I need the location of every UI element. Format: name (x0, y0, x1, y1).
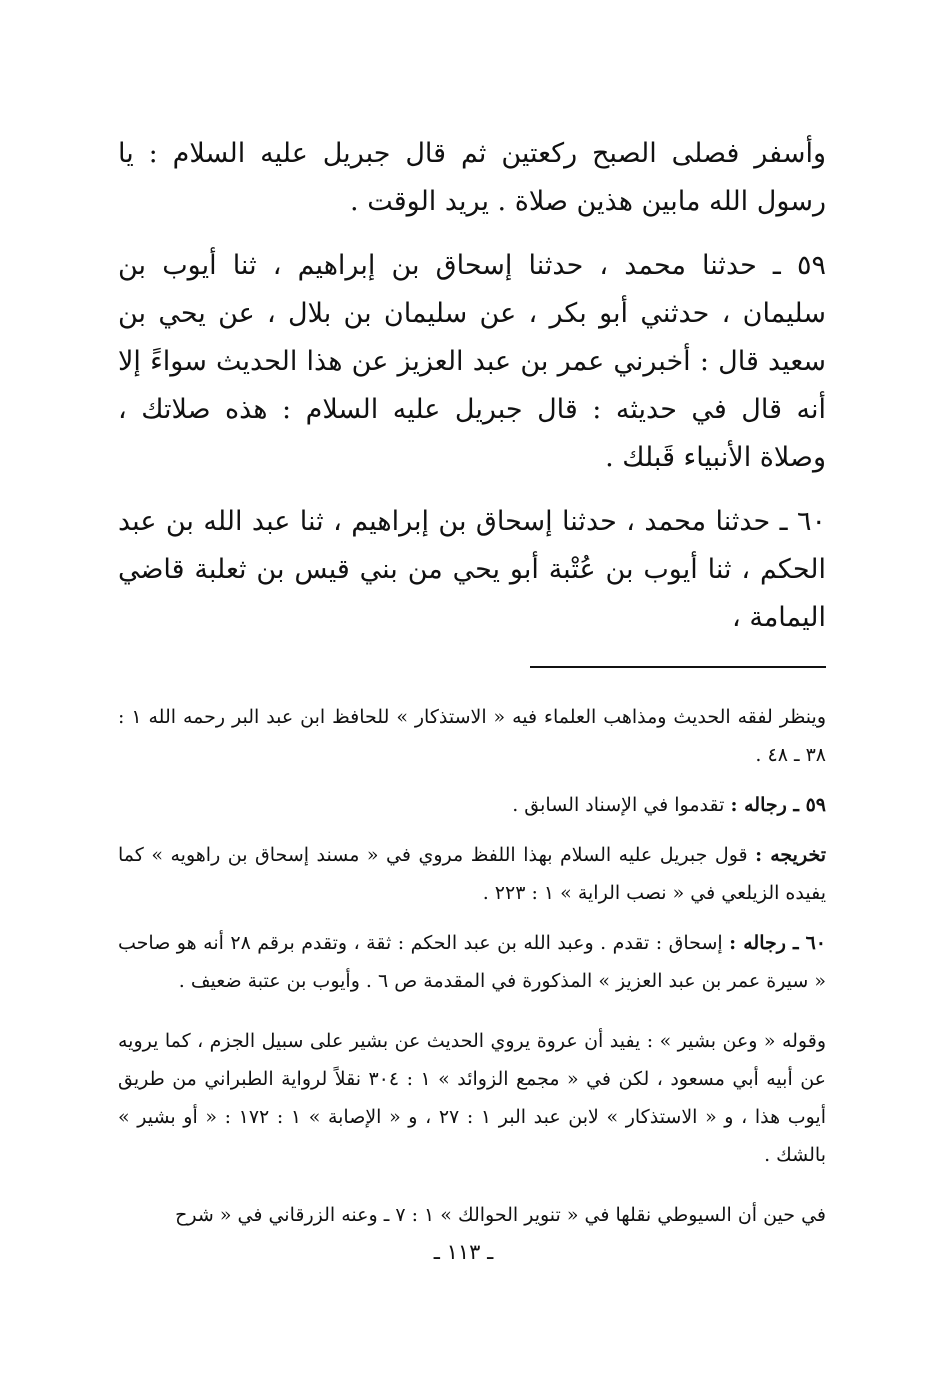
footnote-60-label: ٦٠ ـ رجاله : (729, 932, 827, 954)
footnote-bashir: وقوله « وعن بشير » : يفيد أن عروة يروي الحديث عن بشير على سبيل الجزم ، كما يرويه عن أبيه أبي مسعود ، لكن في « مجمع الزوائد » ١ : ٣٠٤ نقلاً لرواية الطبراني من طريق أيوب هذا ، و « الاستذكار » لابن عبد البر ١ : ٢٧ ، و « الإصابة » ١ : ١٧٢ : « أو بشير » بالشك . (118, 1030, 827, 1166)
footnote-1: وينظر لفقه الحديث ومذاهب العلماء فيه « الاستذكار » للحافظ ابن عبد البر رحمه الله ١ : ٣٨ ـ ٤٨ . (118, 706, 826, 766)
main-text (118, 130, 826, 642)
footnotes (118, 698, 826, 1234)
main-paragraph-1: وأسفر فصلى الصبح ركعتين ثم قال جبريل عليه السلام : يا رسول الله مابين هذين صلاة . يريد الوقت . (118, 138, 826, 217)
page-body (118, 130, 826, 1280)
page-number: ـ ١١٣ ـ (433, 1240, 494, 1264)
footnote-separator (530, 666, 826, 668)
footnote-60-text: إسحاق : تقدم . وعبد الله بن عبد الحكم : ثقة ، وتقدم برقم ٢٨ أنه هو صاحب « سيرة عمر بن عبد العزيز » المذكورة في المقدمة ص ٦ . وأيوب بن عتبة ضعيف . (118, 932, 826, 992)
footnote-59-text: تقدموا في الإسناد السابق . (512, 794, 731, 816)
footnote-59-label: ٥٩ ـ رجاله : (730, 794, 826, 816)
footnote-takhrij-label: تخريجه : (755, 844, 826, 866)
footnote-takhrij (118, 836, 826, 912)
main-paragraph-hadith-59: ٥٩ ـ حدثنا محمد ، حدثنا إسحاق بن إبراهيم ، ثنا أيوب بن سليمان ، حدثني أبو بكر ، عن سليمان بن بلال ، عن يحي بن سعيد قال : أخبرني عمر بن عبد العزيز عن هذا الحديث سواءً إلا أنه قال في حديثه : قال جبريل عليه السلام : هذه صلاتك ، وصلاة الأنبياء قَبلك . (118, 250, 826, 473)
footnote-60-narrators (118, 924, 826, 1000)
main-paragraph-hadith-60: ٦٠ ـ حدثنا محمد ، حدثنا إسحاق بن إبراهيم ، ثنا عبد الله بن عبد الحكم ، ثنا أيوب بن عُتْبة أبو يحي من بني قيس بن ثعلبة قاضي اليمامة ، (118, 506, 826, 633)
footnote-suyuti: في حين أن السيوطي نقلها في « تنوير الحوالك » ١ : ٧ ـ وعنه الزرقاني في « شرح (175, 1204, 826, 1226)
footnote-takhrij-text: قول جبريل عليه السلام بهذا اللفظ مروي في « مسند إسحاق بن راهويه » كما يفيده الزيلعي في « نصب الراية » ١ : ٢٢٣ . (118, 844, 826, 904)
footnote-59-narrators (118, 786, 826, 824)
